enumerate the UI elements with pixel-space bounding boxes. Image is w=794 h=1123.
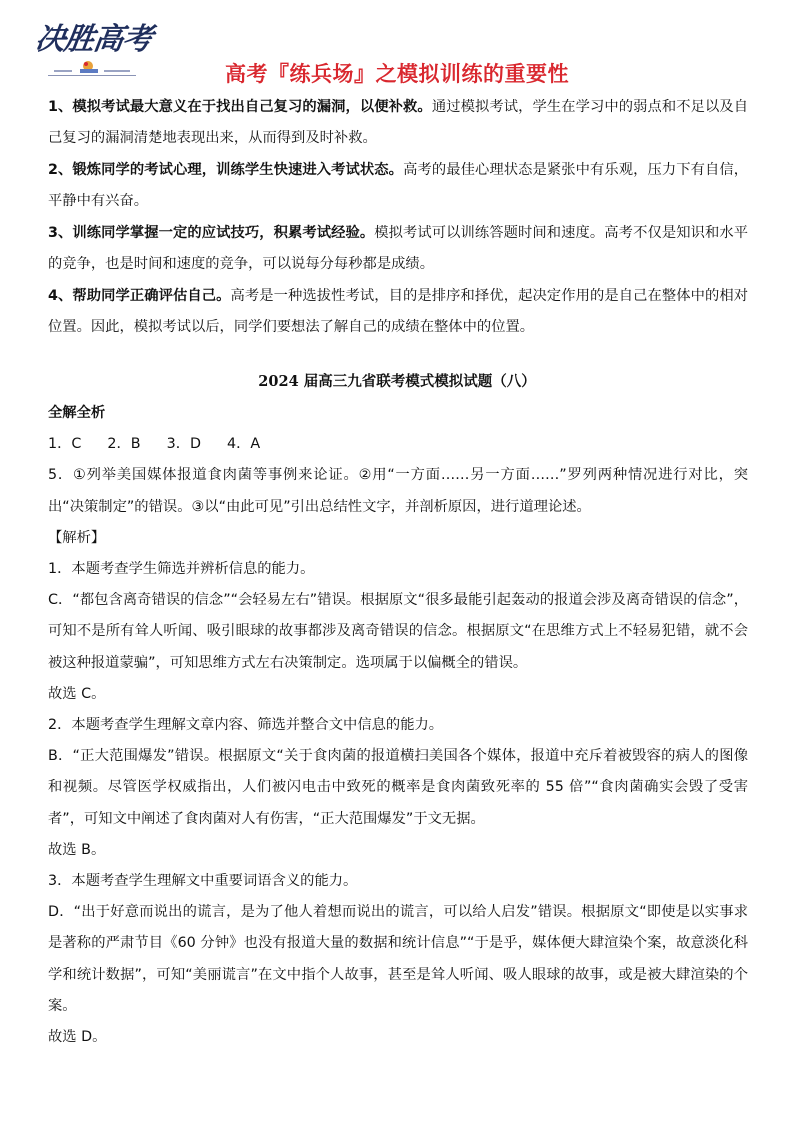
analysis-paragraph: B．“正大范围爆发”错误。根据原文“关于食肉菌的报道横扫美国各个媒体，报道中充斥着被毁容的病人的图像和视频。尽管医学权威指出，人们被闪电击中致死的概率是食肉菌致死率的 55 倍”“食肉菌确实会毁了受害者”，可知文中阐述了食肉菌对人有伤害，“正大范围爆发”于文无据。 xyxy=(48,748,748,827)
question-5-answer: 5．①列举美国媒体报道食肉菌等事例来论证。②用“一方面……另一方面……”罗列两种情况进行对比，突出“决策制定”的错误。③以“由此可见”引出总结性文字，并剖析原因，进行道理论述。 xyxy=(48,467,748,515)
intro-point-3-text: 模拟考试可以训练答题时间和速度。高考不仅是知识和水平的竞争，也是时间和速度的竞争，可以说每分每秒都是成绩。 xyxy=(48,225,748,272)
analysis-paragraph: 2．本题考查学生理解文章内容、筛选并整合文中信息的能力。 xyxy=(48,717,444,734)
answer-item: 2．B xyxy=(107,436,141,453)
analysis-paragraph: 1．本题考查学生筛选并辨析信息的能力。 xyxy=(48,561,315,578)
intro-point-2-text: 高考的最佳心理状态是紧张中有乐观，压力下有自信，平静中有兴奋。 xyxy=(48,162,749,209)
intro-point-4 xyxy=(48,281,748,343)
analysis-paragraph: 3．本题考查学生理解文中重要词语含义的能力。 xyxy=(48,873,358,890)
intro-point-1-bold: 1、模拟考试最大意义在于找出自己复习的漏洞，以便补救。 xyxy=(48,99,432,115)
answer-section xyxy=(48,398,748,1053)
logo-text: 决胜高考 xyxy=(33,22,154,57)
intro-point-4-bold: 4、帮助同学正确评估自己。 xyxy=(48,288,231,304)
analysis-paragraph: 故选 D。 xyxy=(48,1029,107,1046)
answer-list xyxy=(48,429,748,460)
exam-title: 2024 届高三九省联考模式模拟试题（八） xyxy=(258,373,536,390)
intro-point-3 xyxy=(48,218,748,280)
intro-point-3-bold: 3、训练同学掌握一定的应试技巧，积累考试经验。 xyxy=(48,225,375,241)
answer-item: 3．D xyxy=(166,436,201,453)
intro-point-2-bold: 2、锻炼同学的考试心理，训练学生快速进入考试状态。 xyxy=(48,162,404,178)
intro-point-1 xyxy=(48,92,748,154)
answers-heading: 全解全析 xyxy=(48,405,106,421)
intro-point-4-text: 高考是一种选拔性考试，目的是排序和择优，起决定作用的是自己在整体中的相对位置。因此，模拟考试以后，同学们要想法了解自己的成绩在整体中的位置。 xyxy=(48,288,748,335)
analysis-paragraph: 故选 C。 xyxy=(48,685,106,702)
analysis-heading: 【解析】 xyxy=(48,529,106,546)
intro-point-2 xyxy=(48,155,748,217)
answer-item: 4．A xyxy=(227,436,261,453)
answer-item: 1．C xyxy=(48,436,82,453)
intro-point-1-text: 通过模拟考试，学生在学习中的弱点和不足以及自己复习的漏洞清楚地表现出来，从而得到及时补救。 xyxy=(48,99,749,146)
analysis-paragraph: 故选 B。 xyxy=(48,841,106,858)
analysis-paragraph: C．“都包含离奇错误的信念”“会轻易左右”错误。根据原文“很多最能引起轰动的报道会涉及离奇错误的信念”，可知不是所有耸人听闻、吸引眼球的故事都涉及离奇错误的信念。根据原文“在思维方式上不轻易犯错，就不会被这种报道蒙骗”，可知思维方式左右决策制定。选项属于以偏概全的错误。 xyxy=(48,592,748,671)
page-title: 高考『练兵场』之模拟训练的重要性 xyxy=(225,62,569,86)
analysis-paragraph: D．“出于好意而说出的谎言，是为了他人着想而说出的谎言，可以给人启发”错误。根据原文“即使是以实事求是著称的严肃节目《60 分钟》也没有报道大量的数据和统计信息”“于是乎，媒体便大肆渲染个案，故意淡化科学和统计数据”，可知“美丽谎言”在文中指个人故事，甚至是耸人听闻、吸人眼球的故事，或是被大肆渲染的个案。 xyxy=(48,904,748,1014)
